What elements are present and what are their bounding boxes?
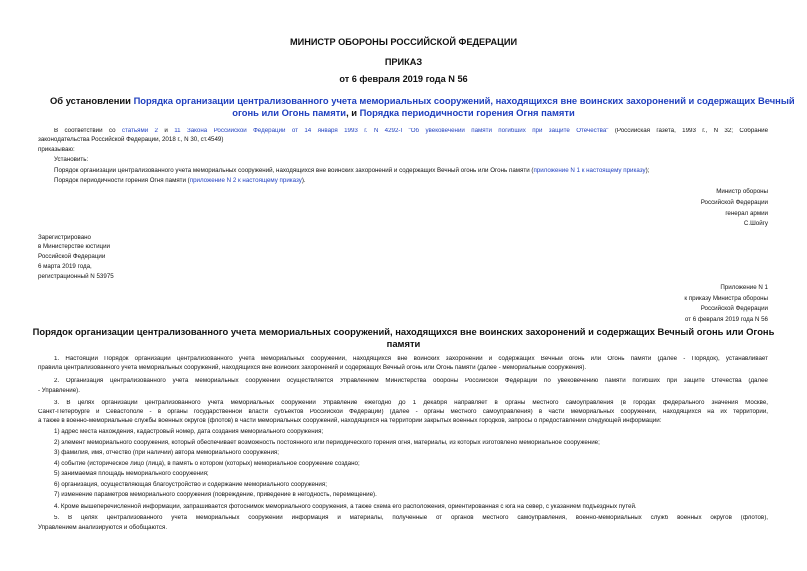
list-item-3: 3) фамилия, имя, отчество (при наличии) автора мемориального сооружения; — [54, 449, 279, 456]
list-item-7: 7) изменение параметров мемориального сооружения (повреждение, приведение в негодность, перемещение). — [54, 491, 377, 498]
list-item-4: 4) событие (историческое лицо (лица), в память о котором (которых) мемориальное сооружение создано; — [54, 460, 360, 467]
order-title-link-periodicity[interactable]: Порядка периодичности горения Огня памяти — [359, 107, 575, 118]
preamble-line1 — [54, 128, 768, 135]
paragraph-2-line2: - Управление). — [38, 387, 80, 394]
paragraph-2-line1: 2. Организация централизованного учета мемориальных сооружений осуществляется Управлением Министерства обороны Российской Федерации по увековечению памяти погибших при защите Отечества (далее — [54, 378, 768, 384]
appendix-date: от 6 февраля 2019 года N 56 — [684, 316, 768, 323]
link-article-11-law[interactable]: 11 Закона Российской Федерации от 14 января 1993 г. N 4292-I "Об увековечении памяти погибших при защите Отечества" — [174, 128, 609, 134]
preamble-item-periodicity — [54, 178, 306, 184]
ministry-heading: МИНИСТР ОБОРОНЫ РОССИЙСКОЙ ФЕДЕРАЦИИ — [289, 37, 518, 47]
order-title-link-procedure[interactable]: Порядка организации централизованного учета мемориальных сооружений, находящихся вне воинских захоронений и содержащих Вечный — [133, 95, 795, 106]
list-item-1: 1) адрес места нахождения, кадастровый номер, дата создания мемориального сооружения; — [54, 428, 324, 435]
link-article-2[interactable]: статьями 2 — [121, 128, 158, 134]
list-item-6: 6) организация, осуществляющая благоустройство и содержание мемориального сооружения; — [54, 481, 327, 488]
registration-line4: 6 марта 2019 года, — [38, 263, 92, 270]
paragraph-3-line3: а также в военно-мемориальные службы военных округов (флотов) в части мемориальных сооружений, находящихся на территории закрытых военных городков, запросы о предоставлении следующей информации: — [38, 417, 662, 424]
preamble-order: приказываю: — [38, 146, 75, 153]
preamble-item-procedure — [54, 168, 649, 174]
paragraph-3-line1: 3. В целях организации централизованного учета мемориальных сооружений Управление ежегодно до 1 декабря направляет в органы местного самоуправления (в городах федерального значения Москве, — [54, 400, 768, 406]
signature-rank: генерал армии — [725, 210, 768, 217]
preamble-text: ); — [645, 167, 650, 174]
preamble-text: и — [158, 128, 175, 134]
preamble-text: ). — [301, 177, 306, 184]
preamble-text: Порядок организации централизованного учета мемориальных сооружений, находящихся вне воинских захоронений и содержащих Вечный огонь или Огонь памяти ( — [54, 167, 534, 174]
preamble-text: (Российская газета, 1993 г., N 32; Собрание — [608, 128, 768, 134]
order-title-line2 — [0, 108, 807, 117]
order-title-line1 — [50, 95, 795, 106]
doc-date-heading: от 6 февраля 2019 года N 56 — [339, 74, 468, 84]
order-title-prefix: Об установлении — [50, 95, 134, 106]
list-item-5: 5) занимаемая площадь мемориального сооружения; — [54, 470, 209, 477]
appendix-ref: к приказу Министра обороны — [684, 295, 768, 302]
paragraph-1-line1: 1. Настоящий Порядок организации централизованного учета мемориальных сооружений, находящихся вне воинских захоронений и содержащих Вечный огонь или Огонь памяти (далее - Порядок), устанавливает — [54, 356, 768, 362]
paragraph-3-line2: Санкт-Петербурге и Севастополе - в органы государственной власти субъектов Российской Федерации) (далее - органы местного самоуправления) в части мемориальных сооружений, находящихся на их территории, — [38, 409, 768, 415]
appendix-title-line2: памяти — [386, 338, 421, 349]
signature-name: С.Шойгу — [743, 220, 768, 227]
list-item-2: 2) элемент мемориального сооружения, который обеспечивает возможность постоянного или периодического горения огня, материалы, из которых изготовлено мемориальное сооружение; — [54, 439, 600, 446]
paragraph-1-line2: правила централизованного учета мемориальных сооружений, находящихся вне воинских захоронений и содержащих Вечный огонь или Огонь памяти (далее - мемориальные сооружения). — [38, 364, 587, 371]
signature-country: Российской Федерации — [700, 199, 768, 206]
preamble-establish: Установить: — [54, 156, 89, 163]
paragraph-4: 4. Кроме вышеперечисленной информации, запрашивается фотоснимок мемориального сооружения, а также схема его расположения, ориентированная с юга на север, с указанием подъездных путей. — [54, 503, 637, 510]
order-title-link-procedure-cont[interactable]: огонь или Огонь памяти — [232, 107, 347, 118]
link-appendix-1[interactable]: приложение N 1 к настоящему приказу — [533, 167, 646, 174]
preamble-line2: законодательства Российской Федерации, 2018 г., N 30, ст.4549) — [38, 136, 224, 143]
registration-line1: Зарегистрировано — [38, 234, 91, 241]
doc-type-heading: ПРИКАЗ — [384, 57, 423, 67]
paragraph-5-line2: Управлением анализируются и обобщаются. — [38, 524, 168, 531]
signature-position: Министр обороны — [716, 188, 768, 195]
appendix-title-line1: Порядок организации централизованного учета мемориальных сооружений, находящихся вне воинских захоронений и содержащих Вечный огонь или Огонь — [32, 326, 775, 337]
appendix-number: Приложение N 1 — [720, 284, 768, 291]
paragraph-5-line1: 5. В целях централизованного учета мемориальных сооружений информация и материалы, полученные от органов местного самоуправления, военно-мемориальных служб военных округов (флотов), — [54, 515, 768, 521]
appendix-country: Российской Федерации — [700, 305, 768, 312]
registration-line2: в Министерстве юстиции — [38, 243, 111, 250]
preamble-text: В соответствии со — [54, 128, 122, 134]
registration-line3: Российской Федерации — [38, 253, 106, 260]
preamble-text: Порядок периодичности горения Огня памяти ( — [54, 177, 190, 184]
order-title-conj: , и — [346, 107, 360, 118]
registration-line5: регистрационный N 53975 — [38, 273, 114, 280]
link-appendix-2[interactable]: приложение N 2 к настоящему приказу — [189, 177, 302, 184]
